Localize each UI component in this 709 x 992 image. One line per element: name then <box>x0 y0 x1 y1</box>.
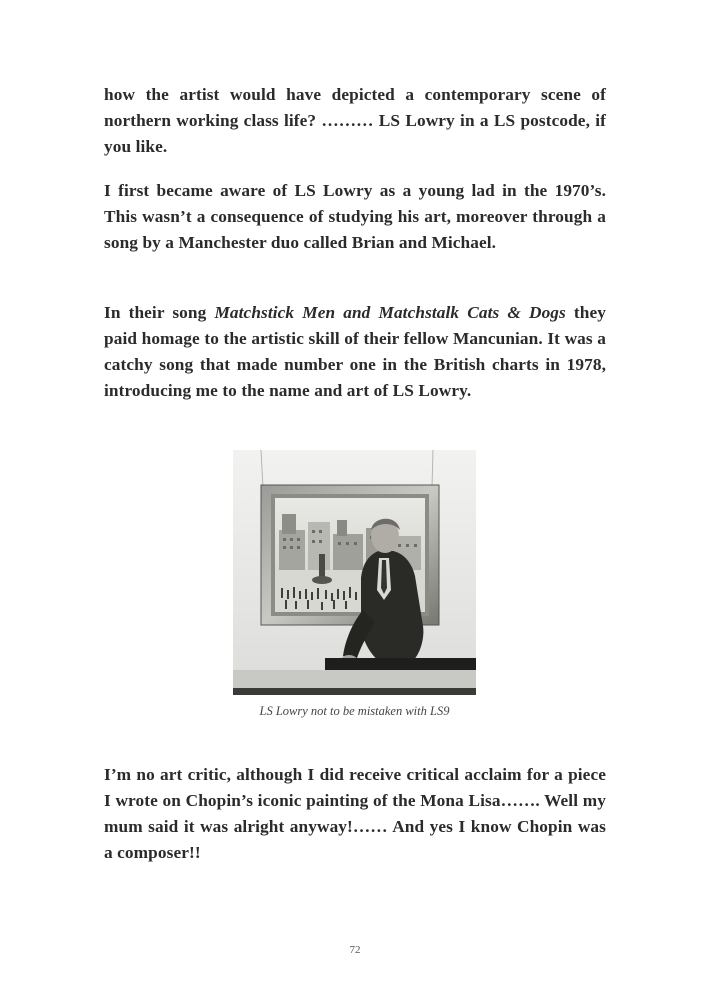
lowry-photograph <box>233 450 476 695</box>
song-title: Matchstick Men and Matchstalk Cats & Dogs <box>214 303 566 322</box>
song-description-text: they paid homage to the artistic skill of their fellow Mancunian. It was a catchy song that made number one in the British charts in 1978, introducing me to the name and art of LS Lowry. <box>104 303 607 400</box>
paragraph-art-critic: I’m no art critic, although I did receive critical acclaim for a piece I wrote on Chopin’s iconic painting of the Mona Lisa……. Well my mum said it was alright anyway!…… And yes I know Chopin was a composer!! <box>104 765 606 862</box>
paragraph-lowry-postcode: how the artist would have depicted a contemporary scene of northern working class life? ……… LS Lowry in a LS postcode, if you like. <box>104 85 606 156</box>
song-intro-text: In their song <box>104 303 215 322</box>
photo-caption: LS Lowry not to be mistaken with LS9 <box>259 704 450 718</box>
page-number: 72 <box>349 944 361 956</box>
paragraph-first-aware: I first became aware of LS Lowry as a young lad in the 1970’s. This wasn’t a consequence of studying his art, moreover through a song by a Manchester duo called Brian and Michael. <box>104 181 606 252</box>
paragraph-song <box>104 300 606 404</box>
